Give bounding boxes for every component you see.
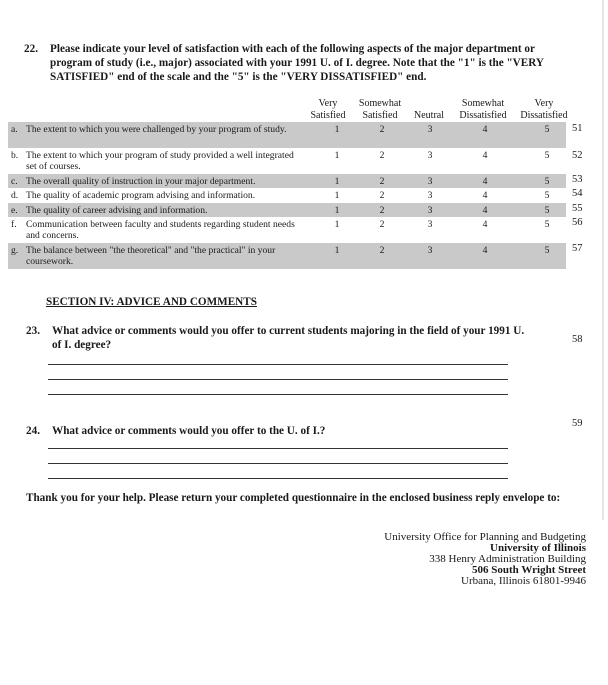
rating-row-f <box>8 217 566 243</box>
item-letter: a. <box>11 124 18 135</box>
header-line1: Somewhat <box>461 98 505 109</box>
rating-option-3[interactable]: 3 <box>427 150 433 161</box>
item-letter: e. <box>11 205 18 216</box>
header-line1: Very <box>318 98 338 109</box>
rating-option-4[interactable]: 4 <box>482 190 488 201</box>
rating-option-1[interactable]: 1 <box>334 190 340 201</box>
header-line2: Neutral <box>414 110 444 121</box>
item-letter: g. <box>11 245 19 256</box>
rating-option-5[interactable]: 5 <box>544 245 550 256</box>
address-line: University Office for Planning and Budgeting <box>384 531 586 543</box>
question-text: Please indicate your level of satisfaction with each of the following aspects of the major department or program of study (i.e., major) associated with your 1991 U. of I. degree. Note that the "1" is the "VERY SATISFIED" end of the scale and the "5" is the "VERY DISSATISFIED" end. <box>50 43 544 83</box>
rating-option-5[interactable]: 5 <box>544 205 550 216</box>
question-number: 22. <box>24 43 38 55</box>
address-line: Urbana, Illinois 61801-9946 <box>461 575 586 587</box>
column-code: 59 <box>572 418 583 429</box>
question-22 <box>24 42 564 84</box>
column-code: 56 <box>572 217 583 228</box>
rating-option-1[interactable]: 1 <box>334 124 340 135</box>
rating-option-4[interactable]: 4 <box>482 176 488 187</box>
page-edge-shadow <box>602 0 604 520</box>
item-text: The quality of career advising and information. <box>26 205 208 216</box>
question-number: 24. <box>26 425 40 437</box>
section-heading: SECTION IV: ADVICE AND COMMENTS <box>46 296 257 308</box>
rating-option-5[interactable]: 5 <box>544 219 550 230</box>
address-line: University of Illinois <box>490 542 586 554</box>
question-text: What advice or comments would you offer to the U. of I.? <box>52 425 326 437</box>
answer-line-3[interactable] <box>48 394 508 395</box>
header-line2: Satisfied <box>362 110 398 121</box>
rating-option-2[interactable]: 2 <box>379 245 385 256</box>
rating-option-4[interactable]: 4 <box>482 124 488 135</box>
header-very-satisfied <box>302 98 354 122</box>
header-somewhat-dissatisfied <box>452 98 514 122</box>
rating-option-3[interactable]: 3 <box>427 190 433 201</box>
rating-option-4[interactable]: 4 <box>482 245 488 256</box>
rating-option-4[interactable]: 4 <box>482 150 488 161</box>
item-letter: b. <box>11 150 19 161</box>
column-code: 53 <box>572 174 583 185</box>
rating-option-3[interactable]: 3 <box>427 245 433 256</box>
header-somewhat-satisfied <box>352 98 408 122</box>
rating-option-1[interactable]: 1 <box>334 150 340 161</box>
rating-option-4[interactable]: 4 <box>482 205 488 216</box>
rating-option-5[interactable]: 5 <box>544 124 550 135</box>
header-very-dissatisfied <box>514 98 574 122</box>
column-code: 54 <box>572 188 583 199</box>
rating-option-2[interactable]: 2 <box>379 124 385 135</box>
column-code: 51 <box>572 123 583 134</box>
header-line2: Dissatisfied <box>520 110 568 121</box>
rating-option-2[interactable]: 2 <box>379 219 385 230</box>
answer-line-2[interactable] <box>48 463 508 464</box>
rating-option-2[interactable]: 2 <box>379 205 385 216</box>
item-letter: f. <box>11 219 17 230</box>
rating-option-3[interactable]: 3 <box>427 124 433 135</box>
column-code: 57 <box>572 243 583 254</box>
header-line1: Somewhat <box>358 98 402 109</box>
rating-option-5[interactable]: 5 <box>544 150 550 161</box>
rating-row-g <box>8 243 566 269</box>
item-text: The balance between "the theoretical" and "the practical" in your coursework. <box>26 245 276 267</box>
answer-line-2[interactable] <box>48 379 508 380</box>
header-line1: Very <box>534 98 554 109</box>
header-neutral <box>407 98 451 122</box>
header-line2: Dissatisfied <box>459 110 507 121</box>
question-24 <box>26 424 526 438</box>
header-line1 <box>407 98 451 110</box>
rating-option-3[interactable]: 3 <box>427 205 433 216</box>
answer-line-1[interactable] <box>48 448 508 449</box>
column-code: 52 <box>572 150 583 161</box>
return-address <box>384 532 586 587</box>
item-letter: d. <box>11 190 19 201</box>
item-text: Communication between faculty and students regarding student needs and concerns. <box>26 219 295 241</box>
column-code: 55 <box>572 203 583 214</box>
item-text: The extent to which your program of study provided a well integrated set of courses. <box>26 150 294 172</box>
rating-option-1[interactable]: 1 <box>334 219 340 230</box>
address-line: 338 Henry Administration Building <box>429 553 586 565</box>
answer-line-3[interactable] <box>48 478 508 479</box>
rating-row-e <box>8 203 566 217</box>
rating-option-4[interactable]: 4 <box>482 219 488 230</box>
question-number: 23. <box>26 325 40 337</box>
rating-option-5[interactable]: 5 <box>544 176 550 187</box>
rating-row-d <box>8 188 566 202</box>
column-code: 58 <box>572 334 583 345</box>
rating-option-2[interactable]: 2 <box>379 150 385 161</box>
rating-option-2[interactable]: 2 <box>379 190 385 201</box>
answer-line-1[interactable] <box>48 364 508 365</box>
item-text: The quality of academic program advising and information. <box>26 190 256 201</box>
question-text: What advice or comments would you offer to current students majoring in the field of your 1991 U. of I. degree? <box>52 325 525 351</box>
item-text: The extent to which you were challenged by your program of study. <box>26 124 287 135</box>
rating-option-3[interactable]: 3 <box>427 176 433 187</box>
item-letter: c. <box>11 176 18 187</box>
rating-option-1[interactable]: 1 <box>334 245 340 256</box>
question-23 <box>26 324 526 352</box>
item-text: The overall quality of instruction in your major department. <box>26 176 256 187</box>
rating-option-1[interactable]: 1 <box>334 176 340 187</box>
header-line2: Satisfied <box>310 110 346 121</box>
rating-row-a <box>8 122 566 148</box>
rating-option-5[interactable]: 5 <box>544 190 550 201</box>
rating-option-3[interactable]: 3 <box>427 219 433 230</box>
closing-instructions: Thank you for your help. Please return your completed questionnaire in the enclosed business reply envelope to: <box>26 492 561 504</box>
address-line: 506 South Wright Street <box>472 564 586 576</box>
rating-option-1[interactable]: 1 <box>334 205 340 216</box>
rating-row-c <box>8 174 566 188</box>
rating-row-b <box>8 148 566 174</box>
rating-option-2[interactable]: 2 <box>379 176 385 187</box>
